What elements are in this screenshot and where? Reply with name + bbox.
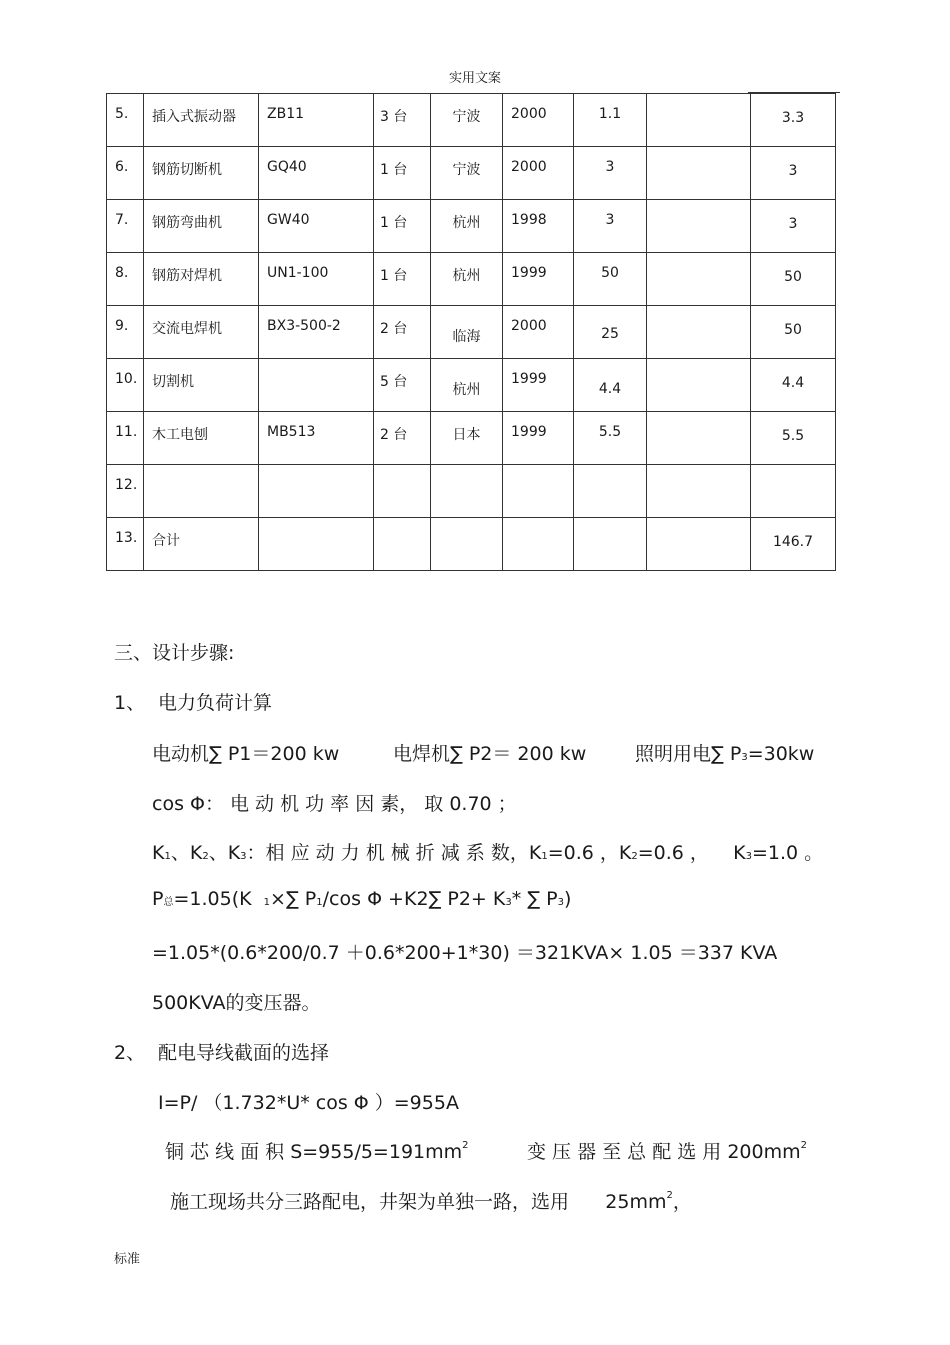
- cell-total: [751, 518, 836, 571]
- cell-origin: [431, 465, 503, 518]
- cell-name-text: 木工电刨: [152, 427, 208, 443]
- cell-power: [574, 518, 647, 571]
- cell-extra: [647, 94, 751, 147]
- cell-total-text: 3: [788, 216, 798, 232]
- calculation-line: =1.05*(0.6*200/0.7 ＋0.6*200+1*30) ＝321KVA× 1.05 ＝337 KVA: [152, 942, 778, 964]
- transformer-cable-line: 变 压 器 至 总 配 选 用 $200mm^2$: [527, 1140, 807, 1163]
- cell-extra: [647, 306, 751, 359]
- cell-origin-text: 杭州: [452, 268, 481, 284]
- cell-origin: [431, 94, 503, 147]
- cell-power: [574, 200, 647, 253]
- cell-power: [574, 147, 647, 200]
- motor-power: 电动机∑ P1＝200 kw: [152, 743, 340, 765]
- step1-number: 1、: [114, 692, 146, 714]
- cell-qty: [374, 412, 431, 465]
- cell-extra: [647, 253, 751, 306]
- cell-no: [107, 306, 144, 359]
- cell-model: [259, 518, 374, 571]
- step1-title: 电力负荷计算: [158, 692, 273, 714]
- cell-no: [107, 465, 144, 518]
- cell-no-text: 12.: [115, 477, 138, 493]
- cell-power-text: 25: [601, 326, 619, 342]
- cell-name-text: 钢筋切断机: [152, 162, 222, 178]
- cell-name: [144, 359, 259, 412]
- table-row: [107, 359, 836, 412]
- cell-power-text: 3: [605, 212, 615, 228]
- cell-total-text: 3.3: [781, 110, 805, 126]
- cell-model-text: GW40: [267, 212, 310, 228]
- cell-year: [503, 94, 574, 147]
- cell-power-text: 4.4: [598, 381, 622, 397]
- step2-number: 2、: [114, 1042, 146, 1064]
- cell-origin-text: 临海: [452, 329, 481, 345]
- cell-year: [503, 465, 574, 518]
- cell-total: [751, 412, 836, 465]
- cell-total-text: 3: [788, 163, 798, 179]
- cell-total: [751, 465, 836, 518]
- cell-model: [259, 94, 374, 147]
- cell-extra: [647, 200, 751, 253]
- cell-total: [751, 147, 836, 200]
- cell-qty: [374, 253, 431, 306]
- cell-year: [503, 518, 574, 571]
- cell-extra: [647, 412, 751, 465]
- cell-no-text: 10.: [115, 371, 138, 387]
- cell-model: [259, 253, 374, 306]
- cell-year-text: 1998: [511, 212, 547, 228]
- cell-qty: [374, 518, 431, 571]
- cell-total-text: 50: [784, 269, 802, 285]
- cell-power: [574, 465, 647, 518]
- cell-year: [503, 253, 574, 306]
- cell-extra: [647, 359, 751, 412]
- cell-model-text: ZB11: [267, 106, 305, 122]
- table-row: [107, 465, 836, 518]
- cell-qty: [374, 147, 431, 200]
- cell-total-text: 4.4: [781, 375, 805, 391]
- cell-no-text: 6.: [115, 159, 129, 175]
- cell-year-text: 1999: [511, 371, 547, 387]
- cell-origin-text: 日本: [452, 427, 481, 443]
- cell-no-text: 7.: [115, 212, 129, 228]
- cell-no-text: 13.: [115, 530, 138, 546]
- current-formula: I=P/ （1.732*U* cos Φ ）=955A: [158, 1092, 459, 1114]
- table-row: [107, 412, 836, 465]
- lighting-power: 照明用电∑ P3=30kw: [635, 743, 815, 765]
- cell-power-text: 1.1: [598, 106, 622, 122]
- cell-extra: [647, 518, 751, 571]
- cell-origin: [431, 306, 503, 359]
- cell-origin: [431, 518, 503, 571]
- step2-title: 配电导线截面的选择: [158, 1042, 330, 1064]
- cell-model-text: BX3-500-2: [267, 318, 341, 334]
- cell-qty: [374, 465, 431, 518]
- cell-name: [144, 518, 259, 571]
- cell-qty-text: 2 台: [380, 321, 408, 337]
- cell-qty: [374, 200, 431, 253]
- cell-power: [574, 359, 647, 412]
- cell-origin: [431, 359, 503, 412]
- cell-total: [751, 306, 836, 359]
- cell-origin-text: 杭州: [452, 382, 481, 398]
- cell-name: [144, 94, 259, 147]
- table-row: [107, 306, 836, 359]
- cell-year-text: 1999: [511, 265, 547, 281]
- cell-name: [144, 147, 259, 200]
- cell-total: [751, 359, 836, 412]
- cell-model-text: UN1-100: [267, 265, 329, 281]
- cell-power-text: 3: [605, 159, 615, 175]
- cell-year-text: 2000: [511, 106, 547, 122]
- cell-no-text: 8.: [115, 265, 129, 281]
- cell-name-text: 交流电焊机: [152, 321, 222, 337]
- cell-qty: [374, 359, 431, 412]
- cell-model-text: GQ40: [267, 159, 307, 175]
- cell-model: [259, 147, 374, 200]
- cell-origin: [431, 253, 503, 306]
- cell-power: [574, 306, 647, 359]
- page-header: 实用文案: [448, 71, 501, 86]
- cell-model-text: MB513: [267, 424, 316, 440]
- cell-origin: [431, 200, 503, 253]
- cell-power: [574, 253, 647, 306]
- cell-name: [144, 306, 259, 359]
- cell-no: [107, 94, 144, 147]
- cell-no-text: 9.: [115, 318, 129, 334]
- cell-total: [751, 200, 836, 253]
- cell-name: [144, 465, 259, 518]
- cell-year: [503, 359, 574, 412]
- cell-name: [144, 253, 259, 306]
- cell-year: [503, 412, 574, 465]
- cell-total-text: 50: [784, 322, 802, 338]
- cos-phi-line: cos Φ： 电 动 机 功 率 因 素， 取 0.70 ；: [152, 793, 517, 815]
- cell-no: [107, 200, 144, 253]
- cell-name-text: 插入式振动器: [152, 109, 236, 125]
- cell-name: [144, 200, 259, 253]
- transformer-line: 500KVA的变压器。: [152, 992, 321, 1014]
- cell-total-text: 5.5: [781, 428, 805, 444]
- cell-qty-text: 1 台: [380, 268, 408, 284]
- cell-no-text: 11.: [115, 424, 138, 440]
- cell-name-text: 钢筋对焊机: [152, 268, 222, 284]
- section-heading: 三、设计步骤:: [114, 642, 235, 664]
- cell-model: [259, 359, 374, 412]
- cell-qty: [374, 94, 431, 147]
- cell-origin-text: 杭州: [452, 215, 481, 231]
- table-row: [107, 253, 836, 306]
- cell-model: [259, 465, 374, 518]
- cell-year-text: 1999: [511, 424, 547, 440]
- table-row: [107, 518, 836, 571]
- cell-no-text: 5.: [115, 106, 129, 122]
- cell-year: [503, 200, 574, 253]
- table-row: [107, 200, 836, 253]
- welder-power: 电焊机∑ P2＝ 200 kw: [393, 743, 587, 765]
- cell-no: [107, 412, 144, 465]
- cell-year-text: 2000: [511, 318, 547, 334]
- cell-qty-text: 5 台: [380, 374, 408, 390]
- cell-model: [259, 200, 374, 253]
- cell-total: [751, 94, 836, 147]
- cell-year: [503, 306, 574, 359]
- cell-no: [107, 359, 144, 412]
- cell-origin: [431, 147, 503, 200]
- cell-name-text: 合计: [152, 533, 180, 549]
- copper-area-line: 铜 芯 线 面 积 $S=955/5=191mm^2$: [165, 1140, 469, 1163]
- cell-origin-text: 宁波: [452, 162, 481, 178]
- cell-name-text: 切割机: [152, 374, 194, 390]
- total-power-formula: P总=1.05(K 1×∑ P1/cos Φ +K2∑ P2+ K3* ∑ P3): [152, 888, 572, 910]
- cell-power-text: 5.5: [598, 424, 622, 440]
- cell-origin-text: 宁波: [452, 109, 481, 125]
- cell-no: [107, 253, 144, 306]
- cell-qty-text: 1 台: [380, 162, 408, 178]
- cell-no: [107, 147, 144, 200]
- cell-qty-text: 1 台: [380, 215, 408, 231]
- distribution-line: 施工现场共分三路配电，井架为单独一路，选用 $25mm^2$，: [170, 1190, 692, 1213]
- table-row: [107, 147, 836, 200]
- cell-power-text: 50: [601, 265, 619, 281]
- equipment-table: [106, 93, 836, 571]
- cell-name-text: 钢筋弯曲机: [152, 215, 222, 231]
- cell-qty-text: 2 台: [380, 427, 408, 443]
- cell-origin: [431, 412, 503, 465]
- cell-name: [144, 412, 259, 465]
- cell-total: [751, 253, 836, 306]
- cell-power: [574, 412, 647, 465]
- cell-year: [503, 147, 574, 200]
- page-footer: 标准: [114, 1252, 141, 1267]
- cell-no: [107, 518, 144, 571]
- cell-total-text: 146.7: [772, 534, 814, 550]
- cell-extra: [647, 147, 751, 200]
- cell-extra: [647, 465, 751, 518]
- cell-model: [259, 306, 374, 359]
- cell-qty-text: 3 台: [380, 109, 408, 125]
- cell-power: [574, 94, 647, 147]
- table-row: [107, 94, 836, 147]
- cell-year-text: 2000: [511, 159, 547, 175]
- cell-model: [259, 412, 374, 465]
- k-factor-line: K1、K2、K3：相 应 动 力 机 械 折 减 系 数，K1=0.6 ，K2=0.6 ， K3=1.0 。: [152, 842, 824, 864]
- cell-qty: [374, 306, 431, 359]
